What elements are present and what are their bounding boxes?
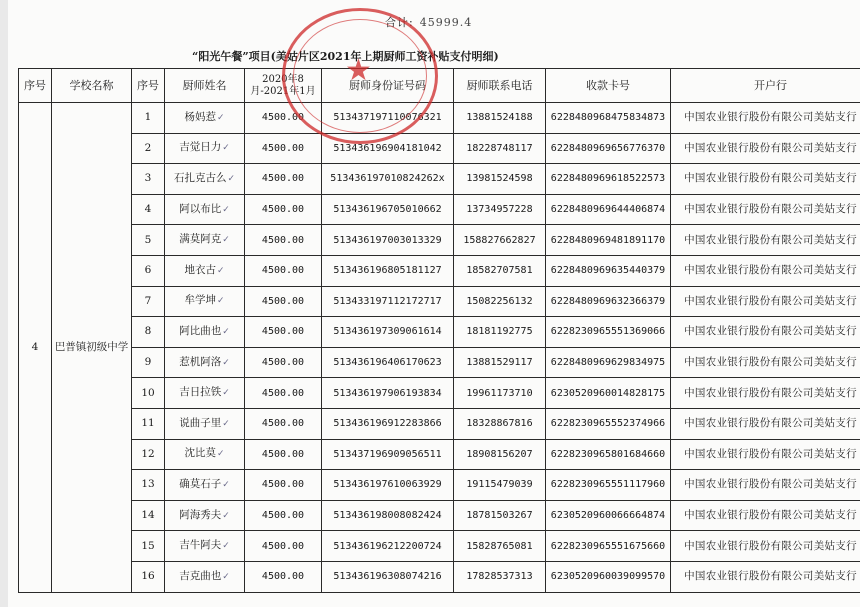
row-index: 1	[132, 103, 165, 134]
bank-branch: 中国农业银行股份有限公司美姑支行	[671, 133, 860, 164]
bank-card-number: 6228480969629834975	[546, 347, 671, 378]
bank-card-number: 6228480969644406874	[546, 194, 671, 225]
bank-branch: 中国农业银行股份有限公司美姑支行	[671, 408, 860, 439]
subsidy-amount: 4500.00	[245, 408, 322, 439]
phone-number: 19961173710	[454, 378, 546, 409]
chef-name-text: 牟学坤	[184, 294, 216, 307]
row-index: 10	[132, 378, 165, 409]
check-mark-icon	[221, 233, 230, 245]
bank-card-number: 6228230965551369066	[546, 317, 671, 348]
bank-branch: 中国农业银行股份有限公司美姑支行	[671, 439, 860, 470]
row-index: 9	[132, 347, 165, 378]
chef-name-text: 阿比曲也	[179, 324, 222, 337]
chef-name-text: 吉日拉铁	[179, 386, 222, 399]
chef-name	[165, 133, 245, 164]
chef-name-text: 杨妈惹	[184, 110, 216, 123]
check-mark-icon	[221, 509, 230, 521]
row-index: 15	[132, 531, 165, 562]
table-row	[19, 500, 860, 531]
chef-name	[165, 317, 245, 348]
header-row	[19, 69, 860, 103]
phone-number: 18582707581	[454, 255, 546, 286]
chef-name	[165, 286, 245, 317]
check-mark-icon	[221, 570, 230, 582]
chef-name	[165, 225, 245, 256]
chef-name-text: 吉觉日力	[179, 141, 222, 154]
phone-number: 13981524598	[454, 164, 546, 195]
chef-name	[165, 347, 245, 378]
chef-name-text: 吉牛阿夫	[179, 539, 222, 552]
chef-name	[165, 378, 245, 409]
check-mark-icon	[221, 539, 230, 551]
id-card-number: 513436197309061614	[322, 317, 454, 348]
total-label: 合计:	[385, 16, 414, 29]
bank-card-number: 6228480969656776370	[546, 133, 671, 164]
check-mark-icon	[221, 141, 230, 153]
bank-card-number: 6230520960014828175	[546, 378, 671, 409]
row-index: 4	[132, 194, 165, 225]
id-card-number: 513437197110076321	[322, 103, 454, 134]
id-card-number: 513436198008082424	[322, 500, 454, 531]
chef-name	[165, 439, 245, 470]
phone-number: 19115479039	[454, 470, 546, 501]
chef-name-text: 吉克曲也	[179, 569, 222, 582]
check-mark-icon	[221, 325, 230, 337]
chef-name-text: 惹机阿洛	[179, 355, 222, 368]
table-row	[19, 194, 860, 225]
subsidy-amount: 4500.00	[245, 194, 322, 225]
row-index: 8	[132, 317, 165, 348]
id-card-number: 513436197610063929	[322, 470, 454, 501]
row-index: 5	[132, 225, 165, 256]
chef-name	[165, 103, 245, 134]
subsidy-amount: 4500.00	[245, 347, 322, 378]
bank-branch: 中国农业银行股份有限公司美姑支行	[671, 561, 860, 592]
payment-table	[18, 68, 860, 593]
table-row	[19, 286, 860, 317]
subsidy-amount: 4500.00	[245, 286, 322, 317]
id-card-number: 513436196406170623	[322, 347, 454, 378]
check-mark-icon	[221, 356, 230, 368]
subsidy-amount: 4500.00	[245, 500, 322, 531]
phone-number: 18781503267	[454, 500, 546, 531]
chef-name-text: 阿海秀夫	[179, 508, 222, 521]
subsidy-amount: 4500.00	[245, 439, 322, 470]
row-index: 3	[132, 164, 165, 195]
table-row	[19, 255, 860, 286]
chef-name	[165, 255, 245, 286]
bank-card-number: 6228480968475834873	[546, 103, 671, 134]
phone-number: 13881529117	[454, 347, 546, 378]
row-index: 16	[132, 561, 165, 592]
bank-card-number: 6228480969632366379	[546, 286, 671, 317]
subsidy-amount: 4500.00	[245, 225, 322, 256]
chef-name	[165, 194, 245, 225]
phone-number: 13881524188	[454, 103, 546, 134]
table-row	[19, 531, 860, 562]
check-mark-icon	[221, 417, 230, 429]
bank-branch: 中国农业银行股份有限公司美姑支行	[671, 347, 860, 378]
bank-branch: 中国农业银行股份有限公司美姑支行	[671, 378, 860, 409]
check-mark-icon	[216, 111, 225, 123]
table-row	[19, 470, 860, 501]
id-card-number: 513437196909056511	[322, 439, 454, 470]
subsidy-amount: 4500.00	[245, 531, 322, 562]
id-card-number: 513436197906193834	[322, 378, 454, 409]
bank-card-number: 6228480969618522573	[546, 164, 671, 195]
phone-number: 18908156207	[454, 439, 546, 470]
bank-branch: 中国农业银行股份有限公司美姑支行	[671, 103, 860, 134]
table-row	[19, 561, 860, 592]
chef-name	[165, 561, 245, 592]
header-idcard: 厨师身份证号码	[322, 69, 454, 103]
table-row	[19, 378, 860, 409]
table-row	[19, 439, 860, 470]
subsidy-amount: 4500.00	[245, 103, 322, 134]
id-card-number: 513436197010824262x	[322, 164, 454, 195]
phone-number: 18228748117	[454, 133, 546, 164]
header-seq: 序号	[19, 69, 52, 103]
subsidy-amount: 4500.00	[245, 164, 322, 195]
seal-star-icon: ★	[345, 53, 372, 88]
bank-branch: 中国农业银行股份有限公司美姑支行	[671, 470, 860, 501]
table-row	[19, 347, 860, 378]
subsidy-amount: 4500.00	[245, 255, 322, 286]
bank-card-number: 6230520960066664874	[546, 500, 671, 531]
chef-name-text: 确莫石子	[179, 477, 222, 490]
chef-name	[165, 531, 245, 562]
header-bank: 开户行	[671, 69, 860, 103]
table-row	[19, 317, 860, 348]
bank-card-number: 6228480969635440379	[546, 255, 671, 286]
header-period	[245, 69, 322, 103]
id-card-number: 513436196904181042	[322, 133, 454, 164]
table-row	[19, 164, 860, 195]
id-card-number: 513436197003013329	[322, 225, 454, 256]
row-index: 13	[132, 470, 165, 501]
header-card: 收款卡号	[546, 69, 671, 103]
check-mark-icon	[221, 386, 230, 398]
subsidy-amount: 4500.00	[245, 317, 322, 348]
chef-name-text: 沈比莫	[184, 447, 216, 460]
header-school: 学校名称	[52, 69, 132, 103]
id-card-number: 513436196308074216	[322, 561, 454, 592]
group-school-text: 巴普镇初级中学	[54, 340, 129, 353]
row-index: 11	[132, 408, 165, 439]
phone-number: 15828765081	[454, 531, 546, 562]
chef-name	[165, 470, 245, 501]
check-mark-icon	[221, 203, 230, 215]
header-phone: 厨师联系电话	[454, 69, 546, 103]
row-index: 7	[132, 286, 165, 317]
row-index: 2	[132, 133, 165, 164]
check-mark-icon	[216, 447, 225, 459]
chef-name	[165, 500, 245, 531]
row-index: 12	[132, 439, 165, 470]
row-index: 6	[132, 255, 165, 286]
check-mark-icon	[221, 478, 230, 490]
phone-number: 15082256132	[454, 286, 546, 317]
id-card-number: 513436196805181127	[322, 255, 454, 286]
check-mark-icon	[216, 264, 225, 276]
id-card-number: 513436196212200724	[322, 531, 454, 562]
table-row	[19, 225, 860, 256]
bank-branch: 中国农业银行股份有限公司美姑支行	[671, 500, 860, 531]
phone-number: 17828537313	[454, 561, 546, 592]
bank-branch: 中国农业银行股份有限公司美姑支行	[671, 194, 860, 225]
bank-card-number: 6228230965551117960	[546, 470, 671, 501]
subsidy-amount: 4500.00	[245, 561, 322, 592]
bank-branch: 中国农业银行股份有限公司美姑支行	[671, 286, 860, 317]
chef-name	[165, 408, 245, 439]
subsidy-amount: 4500.00	[245, 133, 322, 164]
id-card-number: 513436196912283866	[322, 408, 454, 439]
chef-name-text: 地衣古	[184, 263, 216, 276]
table-row	[19, 408, 860, 439]
row-index: 14	[132, 500, 165, 531]
chef-name-text: 说曲子里	[179, 416, 222, 429]
group-seq: 4	[19, 103, 52, 593]
table-row	[19, 103, 860, 134]
check-mark-icon	[216, 294, 225, 306]
check-mark-icon	[226, 172, 235, 184]
id-card-number: 513433197112172717	[322, 286, 454, 317]
bank-card-number: 6230520960039099570	[546, 561, 671, 592]
bank-card-number: 6228230965551675660	[546, 531, 671, 562]
chef-name	[165, 164, 245, 195]
group-school	[52, 103, 132, 593]
bank-branch: 中国农业银行股份有限公司美姑支行	[671, 164, 860, 195]
header-period-text: 2020年8月-2021年1月	[250, 73, 316, 97]
table-caption: “阳光午餐”项目(美姑片区2021年上期厨师工资补贴支付明细)	[192, 50, 499, 63]
bank-branch: 中国农业银行股份有限公司美姑支行	[671, 317, 860, 348]
chef-name-text: 阿以布比	[179, 202, 222, 215]
header-name: 厨师姓名	[165, 69, 245, 103]
bank-card-number: 6228230965801684660	[546, 439, 671, 470]
header-index: 序号	[132, 69, 165, 103]
total-line	[385, 14, 472, 30]
phone-number: 13734957228	[454, 194, 546, 225]
chef-name-text: 满莫阿克	[179, 233, 222, 246]
total-value: 45999.4	[419, 16, 473, 29]
phone-number: 18181192775	[454, 317, 546, 348]
id-card-number: 513436196705010662	[322, 194, 454, 225]
bank-branch: 中国农业银行股份有限公司美姑支行	[671, 225, 860, 256]
table-row	[19, 133, 860, 164]
bank-branch: 中国农业银行股份有限公司美姑支行	[671, 255, 860, 286]
bank-card-number: 6228480969481891170	[546, 225, 671, 256]
phone-number: 158827662827	[454, 225, 546, 256]
bank-card-number: 6228230965552374966	[546, 408, 671, 439]
bank-branch: 中国农业银行股份有限公司美姑支行	[671, 531, 860, 562]
phone-number: 18328867816	[454, 408, 546, 439]
subsidy-amount: 4500.00	[245, 378, 322, 409]
chef-name-text: 石扎克古么	[173, 171, 227, 184]
scan-edge	[0, 0, 8, 607]
subsidy-amount: 4500.00	[245, 470, 322, 501]
